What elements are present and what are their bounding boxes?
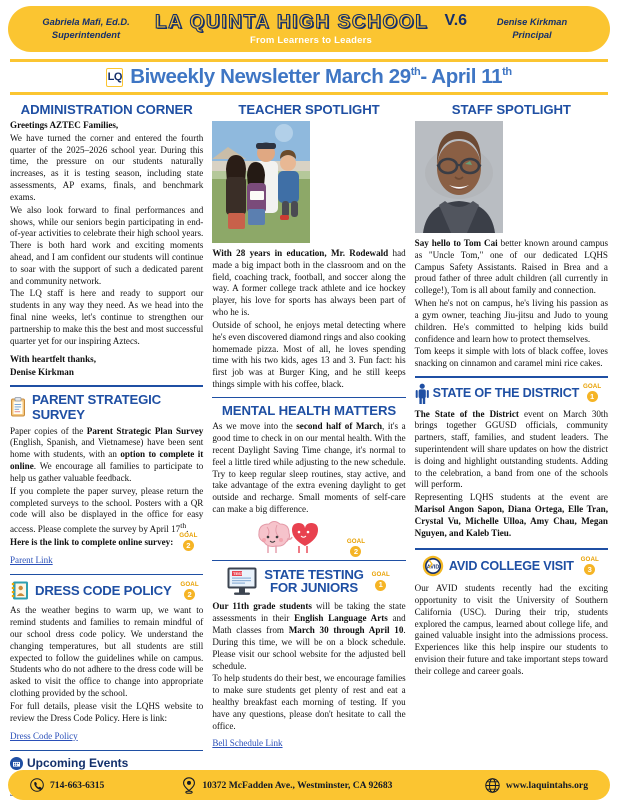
footer-address [182,777,392,794]
title-banner [10,59,608,95]
state-testing-heading-line1: STATE TESTING [264,566,364,582]
dress-code-heading: DRESS CODE POLICY [35,583,172,599]
column-right [415,100,608,800]
parent-survey-link[interactable]: Parent Link [10,554,53,565]
principal-block [472,16,592,43]
school-identity [146,12,472,46]
divider-bottom [10,92,608,95]
goal-label: GOAL [180,580,199,588]
footer-bar [8,770,610,800]
dress-code-icon [10,580,30,601]
sd-p2-a: Representing LQHS students at the event are [414,492,608,503]
dress-code-policy-link[interactable]: Dress Code Policy [10,730,78,741]
sd-p1-a: event on March 30th brings together GGUSD officials, community partners, staff, families, and student leaders. The superintendent will share updates on how the district is doing and highlight outstanding students. Adding to the celebration, a band from one of the schools will perform. [414,408,608,490]
footer-phone [30,778,104,792]
content-columns [10,100,608,800]
avid-visit-heading: AVID COLLEGE VISIT [448,559,574,574]
svg-text:AVID: AVID [426,564,440,571]
admin-greeting: Greetings AZTEC Families, [10,120,119,130]
admin-paragraph-3: The LQ staff is here and ready to support our students in any way they need. As we head into the final nine weeks, let's continue to strengthen our partnership to make this the best and most successful quarter yet for our inspiring Aztecs. [10,288,204,346]
state-testing-paragraph-2: To help students do their best, we encourage families to make sure students get plenty of rest and eat a healthy breakfast each morning of testing. If you have any questions, please don't hesitate to call the office. [212,673,406,731]
survey-p2-sup: th [180,521,187,531]
teacher-spotlight-heading: TEACHER SPOTLIGHT [238,102,380,117]
mh-p1-c: , it's a good time to check in on our mental health. With the recent Daylight Saving Time change, it's normal to feel a little tired while adjusting to the new schedule. Try to keep regular sleep routines, stay active, and take advantage of the extra evening daylight to get outside and recharge. Small moments of self-care can make a big difference. [212,421,406,515]
divider-survey [10,574,203,576]
goal-number: 2 [184,589,195,600]
page-title [130,65,512,89]
teacher-paragraph-1: had made a big impact both in the classroom and on the field, coaching track, football, and soccer along the way. A former college track athlete and ice hockey player, his love for sports has always been part of who he is. [212,248,406,318]
computer-test-icon [226,566,258,596]
admin-paragraph-2: We also look forward to final performances and shows, while our seniors begin participating in end-of-year activities to celebrate their high school years. There is both hard work and exciting moments ahead, and I am confident our students will continue to soar with the support of such a dedicated parent and community network. [10,204,204,286]
mh-p1-b: second half of March [296,421,382,432]
staff-paragraph-3: Tom keeps it simple with lots of black coffee, loves snacking on cinnamon and caramel mini rice cakes. [414,346,608,369]
st-p1-e: March 30 through April 10 [288,625,404,636]
dress-code-paragraph-1: As the weather begins to warm up, we want to remind students and families to remain mindful of our school dress code policy. We understand the changing temperatures, but all students are still expected to follow the guidelines while on campus. Students who do not adhere to the dress code will be asked to visit the office to change into appropriate clothing provided by the school. [10,605,204,699]
sd-p2-b: Marisol Angon Sapon, Diana Ortega, Elle Tran, Crystal Vu, Michelle Ulloa, Amy Chau, Megan Nguyen, and Kaleb Tieu. [414,504,608,538]
teacher-intro-bold: With 28 years in education, Mr. Rodewald [212,248,389,258]
footer-phone-text: 714-663-6315 [50,779,105,791]
admin-paragraph-1: We have turned the corner and entered the fourth quarter of the 2025–2026 school year. During this time, the pressure on our students naturally increases, as it is testing season, including state assessments, AP exams, finals, and benchmark exams. [10,132,204,202]
goal-label: GOAL [371,571,390,579]
goal-number: 2 [350,546,361,557]
st-p1-a: Our 11th grade students [212,601,312,612]
goal-badge-state-testing [370,572,392,590]
goal-badge-state-district [581,384,603,402]
survey-link-prompt: Here is the link to complete online survey: [10,537,174,547]
state-district-header [415,383,608,404]
survey-p1-b: Parent Strategic Plan Survey [86,425,204,436]
survey-p2: If you complete the paper survey, please return the completed surveys to the school. Posters with a QR code will also be displayed in the office for easy access. Please complete the survey by April 17 [10,485,204,535]
school-tagline: From Learners to Leaders [249,35,372,46]
dress-code-paragraph-2: For full details, please visit the LQHS website to review the Dress Code Policy. Here is link: [10,700,204,723]
masthead [8,6,610,52]
teacher-family-photo [212,121,405,243]
survey-p1-c: (English, Spanish, and Vietnamese) have been sent home with students, with an [10,437,204,460]
superintendent-title: Superintendent [51,30,121,40]
goal-label: GOAL [582,382,602,390]
school-name: LA QUINTA HIGH SCHOOL [154,12,429,33]
goal-label: GOAL [580,555,599,563]
goal-badge-survey [177,533,199,551]
person-podium-icon [415,383,430,404]
principal-title: Principal [512,30,552,40]
teacher-paragraph-2: Outside of school, he enjoys metal detecting where he's even discovered diamond rings and also cooking homemade pizza. Most of all, he loves spending time with his two kids, ages 13 and 3. Fun fact: his first job was at Burger King, and he still keeps things simple with his coffee, black. [212,319,406,389]
principal-name: Denise Kirkman [496,16,568,27]
staff-spotlight-heading: STAFF SPOTLIGHT [451,102,571,117]
clipboard-icon [10,397,27,417]
events-header [10,756,203,770]
volume-number: V.6 [444,12,468,29]
goal-number: 3 [584,564,595,575]
column-left [10,100,203,800]
globe-icon [485,778,500,793]
superintendent-name: Gabriela Mafi, Ed.D. [42,16,130,27]
goal-number: 1 [375,580,386,591]
superintendent-block [26,16,146,43]
survey-p1-e: . We encourage all families to participate to help us gather valuable feedback. [10,461,204,483]
goal-label: GOAL [346,537,366,545]
sd-p1-b: The State of the District [414,408,519,419]
mental-health-heading: MENTAL HEALTH MATTERS [221,403,397,419]
column-middle [212,100,405,800]
staff-portrait-photo [415,121,608,233]
title-main: Biweekly Newsletter March 29 [130,65,411,88]
staff-paragraph-2: When he's not on campus, he's living his passion as a gym owner, teaching Jiu-jitsu and Judo to young children. He's committed to helping kids build confidence and learn how to protect themselves. [414,298,608,344]
divider-teacher [212,397,405,399]
goal-number: 2 [183,540,194,551]
admin-signoff: With heartfelt thanks, [10,354,96,365]
survey-p2-end: . [186,524,189,535]
st-p1-b: will be taking the state assessments in their [212,601,406,624]
goal-badge-dress-code [179,582,201,600]
mh-p1-a: As we move into the [212,421,297,432]
divider-state-district [415,548,608,550]
divider-staff [415,376,608,378]
lq-logo-icon: LQ [106,68,123,87]
state-testing-heading-line2: FOR JUNIORS [270,580,358,596]
state-district-heading: STATE OF THE DISTRICT [432,386,580,401]
bell-schedule-link[interactable]: Bell Schedule Link [212,738,283,749]
survey-p1-a: Paper copies of the [10,425,87,436]
dress-code-header [10,580,203,601]
survey-p1-d: option to complete it online [10,449,204,472]
admin-corner-heading: ADMINISTRATION CORNER [20,102,193,117]
staff-paragraph-1: better known around campus as "Uncle Tom," one of our dedicated LQHS Campus Safety Assistants. Raised in Brea and a proud father of three adult children (all currently in college!), Tom is all about family and connection. [414,238,608,296]
goal-badge-mental-health [345,539,367,557]
divider-admin [10,385,203,387]
footer-address-text: 10372 McFadden Ave., Westminster, CA 92683 [202,779,393,791]
avid-visit-header [415,555,608,577]
brain-heart-illustration [251,517,325,557]
avid-logo-icon [422,555,444,577]
admin-signature: Denise Kirkman [10,367,74,378]
st-p1-c: English Language Arts [294,613,388,624]
events-heading: Upcoming Events [27,756,129,771]
avid-paragraph-1: Our AVID students recently had the exciting opportunity to visit the University of Southern California (USC). During their trip, students explored the campus, learned about college life, and gained valuable insight into the admissions process. Experiences like this help inspire our students to envision their future and take important steps toward their college and career goals. [414,583,608,676]
footer-website-text: www.laquintahs.org [505,779,588,791]
newsletter-page [0,6,618,800]
phone-icon [30,778,44,792]
footer-website[interactable] [485,778,588,793]
title-sup-2: th [502,66,512,79]
state-testing-header [212,566,405,596]
mental-health-visual [212,517,405,557]
goal-number: 1 [587,391,598,402]
title-mid: - April 11 [420,65,503,88]
parent-survey-heading: PARENT STRATEGIC SURVEY [32,391,161,422]
goal-label: GOAL [179,532,198,539]
st-p1-f: . During this time, we will be on a block schedule. Please visit our school website for the adjusted bell schedule. [212,625,406,671]
staff-intro-bold: Say hello to Tom Cai [414,238,498,248]
svg-text:TEST: TEST [233,571,244,577]
calendar-icon [10,757,23,770]
st-p1-d: and Math classes from [212,613,406,636]
divider-mental-health [212,560,405,562]
divider-dress-code [10,750,203,752]
title-sup-1: th [410,66,421,79]
goal-badge-avid [579,557,601,575]
parent-survey-header [10,392,203,422]
location-pin-icon [182,777,196,794]
